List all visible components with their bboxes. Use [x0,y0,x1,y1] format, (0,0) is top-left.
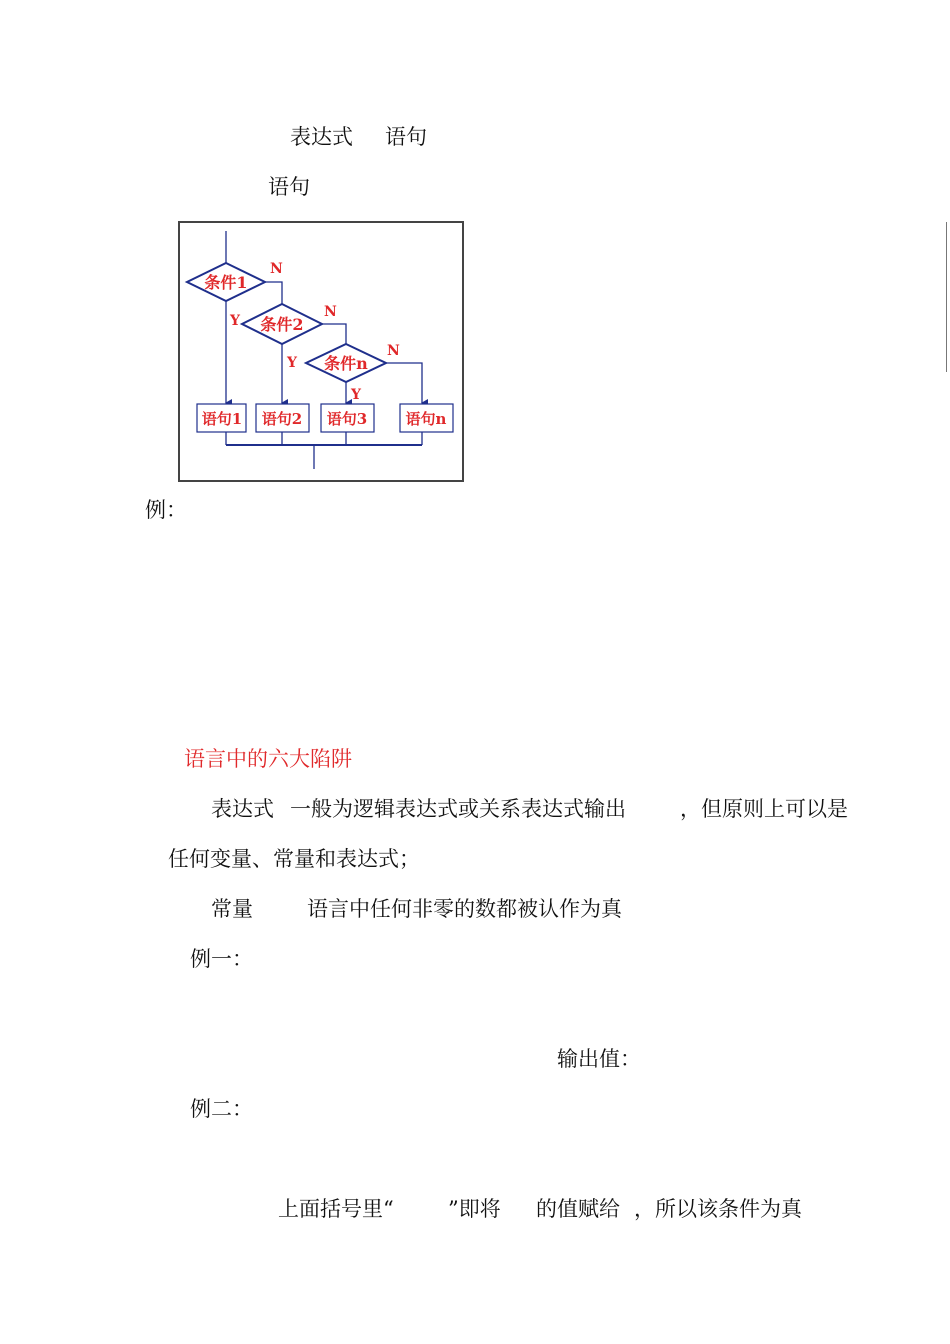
statement-1-label: 语句1 [201,410,243,428]
heading-expression: 表达式 [290,125,353,149]
para1-expression: 表达式 [211,797,274,821]
yes-label-1: Y [230,313,240,329]
heading-statement: 语句 [385,125,427,149]
yes-label-2: Y [287,355,297,371]
flowchart-image [178,221,464,482]
statement-2-label: 语句2 [261,410,303,428]
flowchart-svg [178,221,464,482]
condition-2-label: 条件2 [260,315,304,334]
no-label-2: N [324,304,337,320]
para2-constant: 常量 [211,897,253,921]
para3-part2: ”即将 [448,1197,501,1221]
para2-body: 语言中任何非零的数都被认作为真 [307,897,622,921]
para1-tail: ，但原则上可以是 [680,797,848,821]
section-title: 语言中的六大陷阱 [184,747,352,771]
para3-part1: 上面括号里“ [278,1197,394,1221]
condition-1-label: 条件1 [204,273,248,292]
para1-line2: 任何变量、常量和表达式； [168,847,420,871]
condition-n-label: 条件n [324,354,368,373]
para3-part4: ，所以该条件为真 [634,1197,802,1221]
example-one-label: 例一： [190,947,253,971]
no-label-3: N [387,343,400,359]
page-edge-line [946,222,947,372]
output-value-label: 输出值： [557,1047,641,1071]
yes-label-3: Y [351,387,361,403]
no-label-1: N [270,261,283,277]
statement-n-label: 语句n [405,410,447,428]
example-label: 例： [145,498,187,522]
para1-body: 一般为逻辑表达式或关系表达式输出 [290,797,626,821]
example-two-label: 例二： [190,1097,253,1121]
para3-part3: 的值赋给 [536,1197,620,1221]
statement-3-label: 语句3 [326,410,368,428]
heading-statement-2: 语句 [268,175,310,199]
flowchart-frame [179,222,463,481]
